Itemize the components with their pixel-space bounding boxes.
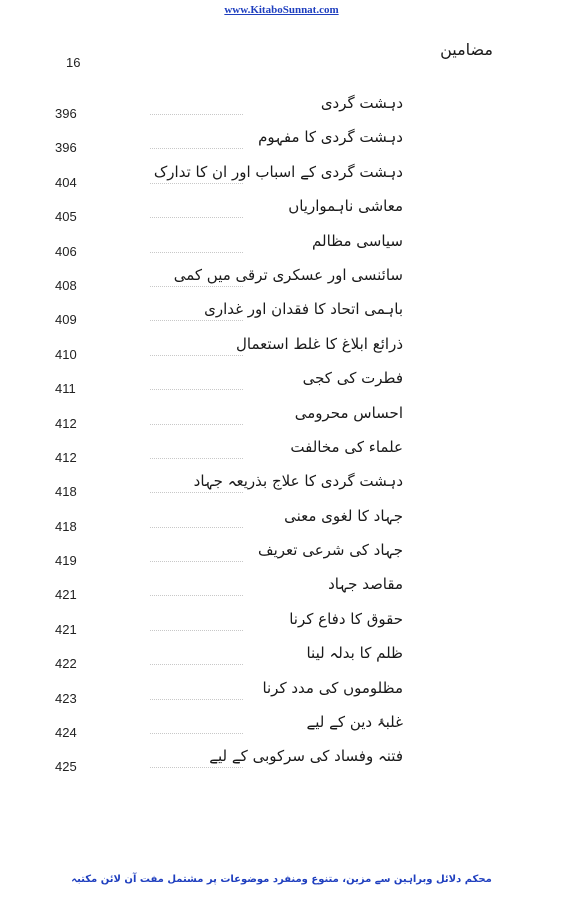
dot-leader bbox=[150, 733, 243, 734]
toc-entry bbox=[0, 644, 563, 678]
dot-leader bbox=[150, 527, 243, 528]
toc-page-number: 418 bbox=[55, 518, 77, 534]
toc-page-number: 412 bbox=[55, 449, 77, 465]
toc-title: دہشت گردی کا مفہوم bbox=[258, 128, 403, 147]
toc-title: حقوق کا دفاع کرنا bbox=[289, 609, 403, 628]
dot-leader bbox=[150, 183, 243, 184]
dot-leader bbox=[150, 699, 243, 700]
dot-leader bbox=[150, 595, 243, 596]
toc-entry bbox=[0, 713, 563, 747]
dot-leader bbox=[150, 424, 243, 425]
toc-entry bbox=[0, 575, 563, 609]
toc-page-number: 422 bbox=[55, 656, 77, 672]
toc-title: جہاد کی شرعی تعریف bbox=[258, 541, 403, 560]
toc-entry bbox=[0, 541, 563, 575]
toc-title: دہشت گردی کے اسباب اور ان کا تدارک bbox=[153, 162, 403, 181]
toc-entry bbox=[0, 300, 563, 334]
toc-entry bbox=[0, 266, 563, 300]
toc-page-number: 405 bbox=[55, 209, 77, 225]
toc-entry bbox=[0, 472, 563, 506]
toc-title: معاشی ناہمواریاں bbox=[288, 197, 403, 216]
dot-leader bbox=[150, 217, 243, 218]
toc-entry bbox=[0, 94, 563, 128]
toc-entry bbox=[0, 232, 563, 266]
toc-entry bbox=[0, 438, 563, 472]
toc-title: مظلوموں کی مدد کرنا bbox=[262, 678, 403, 697]
dot-leader bbox=[150, 114, 243, 115]
page-header bbox=[0, 40, 563, 70]
toc-page-number: 396 bbox=[55, 140, 77, 156]
toc-page-number: 396 bbox=[55, 106, 77, 121]
toc-entry bbox=[0, 679, 563, 713]
dot-leader bbox=[150, 458, 243, 459]
toc-title: دہشت گردی bbox=[320, 94, 403, 112]
page-number: 16 bbox=[66, 55, 81, 70]
toc-page-number: 425 bbox=[55, 759, 77, 775]
toc-page-number: 412 bbox=[55, 415, 77, 431]
toc-title: مقاصد جہاد bbox=[328, 575, 403, 594]
dot-leader bbox=[150, 320, 243, 321]
toc-title: دہشت گردی کا علاج بذریعہ جہاد bbox=[193, 472, 403, 491]
toc-title: ذرائع ابلاغ کا غلط استعمال bbox=[236, 334, 403, 353]
toc-title: فطرت کی کجی bbox=[302, 369, 403, 388]
dot-leader bbox=[150, 630, 243, 631]
toc-entry bbox=[0, 369, 563, 403]
dot-leader bbox=[150, 664, 243, 665]
toc-page-number: 421 bbox=[55, 587, 77, 603]
toc-entry bbox=[0, 335, 563, 369]
toc-page-number: 408 bbox=[55, 277, 77, 293]
table-of-contents bbox=[0, 94, 563, 782]
toc-title: علماء کی مخالفت bbox=[290, 437, 403, 456]
toc-page-number: 411 bbox=[55, 381, 76, 397]
toc-page-number: 410 bbox=[55, 346, 77, 362]
toc-page-number: 421 bbox=[55, 621, 77, 637]
toc-entry bbox=[0, 610, 563, 644]
toc-title: سائنسی اور عسکری ترقی میں کمی bbox=[173, 265, 403, 284]
footer-text: محکم دلائل وبراہین سے مزین، متنوع ومنفرد موضوعات پر مشتمل مفت آن لائن مکتبہ bbox=[71, 874, 492, 885]
toc-page-number: 418 bbox=[55, 484, 77, 500]
toc-page-number: 404 bbox=[55, 174, 77, 190]
page-heading: مضامین bbox=[440, 40, 493, 59]
dot-leader bbox=[150, 355, 243, 356]
dot-leader bbox=[150, 561, 243, 562]
toc-entry bbox=[0, 163, 563, 197]
dot-leader bbox=[150, 286, 243, 287]
toc-title: سیاسی مظالم bbox=[312, 231, 403, 250]
toc-title: غلبۂ دین کے لیے bbox=[306, 713, 403, 732]
toc-title: فتنہ وفساد کی سرکوبی کے لیے bbox=[209, 747, 403, 766]
toc-title: جہاد کا لغوی معنی bbox=[284, 506, 403, 525]
dot-leader bbox=[150, 492, 243, 493]
dot-leader bbox=[150, 252, 243, 253]
toc-entry bbox=[0, 128, 563, 162]
site-url-link[interactable]: www.KitaboSunnat.com bbox=[224, 4, 339, 16]
dot-leader bbox=[150, 148, 243, 149]
dot-leader bbox=[150, 767, 243, 768]
toc-entry bbox=[0, 507, 563, 541]
toc-title: ظلم کا بدلہ لینا bbox=[306, 644, 403, 663]
toc-entry bbox=[0, 197, 563, 231]
toc-entry bbox=[0, 404, 563, 438]
toc-title: باہمی اتحاد کا فقدان اور غداری bbox=[204, 300, 403, 319]
toc-page-number: 419 bbox=[55, 553, 77, 569]
dot-leader bbox=[150, 389, 243, 390]
toc-page-number: 406 bbox=[55, 243, 77, 259]
toc-page-number: 423 bbox=[55, 690, 77, 706]
toc-title: احساس محرومی bbox=[294, 403, 403, 422]
toc-entry bbox=[0, 747, 563, 781]
toc-page-number: 424 bbox=[55, 725, 77, 741]
toc-page-number: 409 bbox=[55, 312, 77, 328]
